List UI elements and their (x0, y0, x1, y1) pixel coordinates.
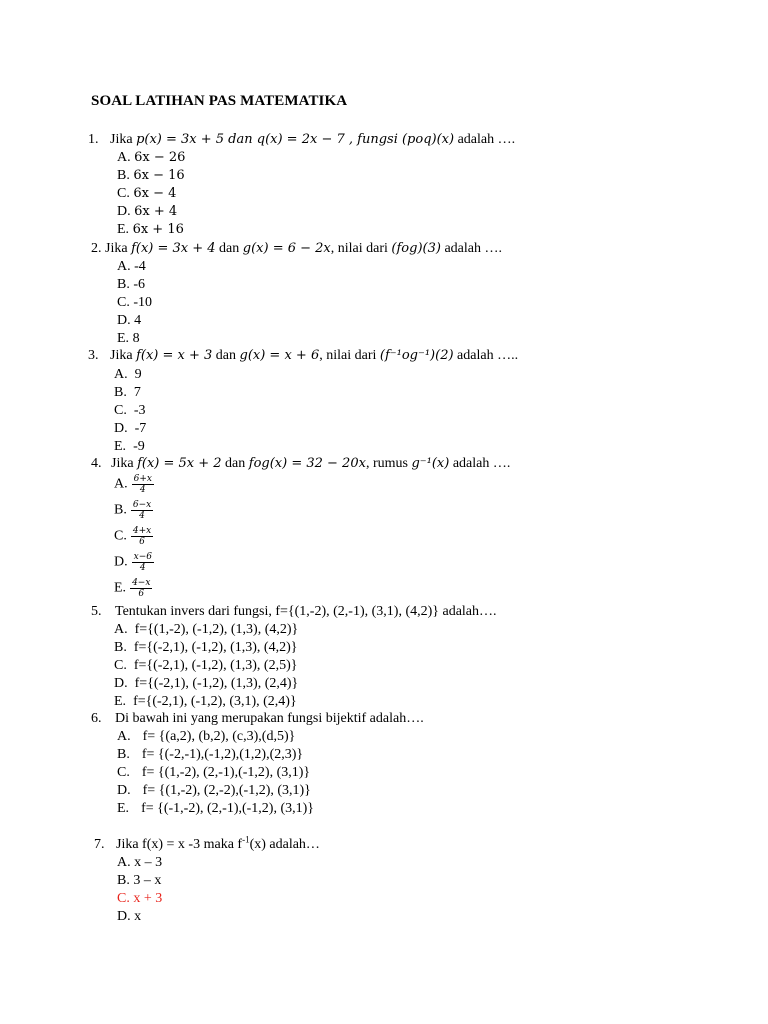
option-label: D. (117, 909, 131, 924)
option-text: 6x − 16 (133, 168, 185, 183)
fraction-numerator: 6+x (133, 474, 152, 484)
question-stem-math: (fog)(3) (391, 241, 441, 256)
option-text: x + 3 (133, 891, 163, 906)
option-a (114, 474, 154, 495)
question-stem-text: adalah …. (449, 456, 511, 471)
option-a (117, 258, 146, 276)
fraction-numerator: 6−x (132, 500, 152, 510)
option-label: A. (117, 259, 131, 274)
question-stem-text: dan (221, 456, 249, 471)
option-label: A. (117, 729, 131, 744)
question-stem-text: dan (212, 348, 240, 363)
question-stem-text: adalah …. (440, 241, 502, 256)
option-d (114, 420, 146, 438)
option-text: 9 (134, 367, 142, 382)
option-text: -7 (134, 421, 147, 436)
option-c (114, 657, 297, 675)
question-stem-math: f(x) = 3x + 4 (131, 241, 216, 256)
option-b (114, 384, 141, 402)
option-text: f= {(-2,-1),(-1,2),(1,2),(2,3)} (141, 747, 304, 762)
option-label: E. (117, 222, 130, 237)
fraction-numerator: 4−x (132, 578, 151, 588)
option-label: B. (117, 168, 130, 183)
option-text: f={(-2,1), (-1,2), (1,3), (2,5)} (133, 658, 298, 673)
option-text: -4 (134, 259, 146, 274)
question-1 (88, 131, 515, 149)
option-a (117, 728, 295, 746)
option-text: 3 – x (133, 873, 162, 888)
option-c (117, 185, 176, 203)
question-number: 1. (88, 132, 99, 147)
question-stem-text: , nilai dari (330, 241, 392, 256)
question-number: 2. (91, 241, 102, 256)
question-4 (91, 455, 510, 473)
question-5 (91, 603, 497, 621)
option-label: C. (117, 186, 130, 201)
fraction-denominator: 4 (139, 511, 145, 521)
option-label: A. (117, 855, 131, 870)
option-text: f={(1,-2), (-1,2), (1,3), (4,2)} (134, 622, 299, 637)
option-a (117, 149, 185, 167)
option-text: x (134, 909, 142, 924)
option-b (117, 746, 303, 764)
option-e (117, 800, 314, 818)
option-label: D. (114, 554, 128, 570)
option-b (117, 167, 185, 185)
question-stem-text: , nilai dari (319, 348, 380, 363)
option-label: C. (114, 403, 127, 418)
question-stem-text: adalah …. (454, 132, 516, 147)
question-stem-math: g⁻¹(x) (411, 456, 450, 471)
question-stem-text: Tentukan invers dari fungsi, f={(1,-2), (2,-1), (3,1), (4,2)} adalah…. (115, 604, 497, 619)
question-number: 5. (91, 604, 102, 619)
option-label: E. (114, 580, 127, 596)
question-number: 6. (91, 711, 102, 726)
option-label: A. (114, 367, 128, 382)
question-stem-text: Jika (111, 456, 138, 471)
option-c (117, 294, 152, 312)
question-number: 3. (88, 348, 99, 363)
option-label: C. (117, 765, 130, 780)
fraction (131, 500, 153, 521)
option-text: f={(-2,1), (-1,2), (1,3), (4,2)} (133, 640, 298, 655)
option-b (117, 872, 161, 890)
option-text: f={(-2,1), (-1,2), (3,1), (2,4)} (133, 694, 297, 709)
option-e (114, 693, 297, 711)
option-label: D. (117, 783, 131, 798)
option-c (114, 402, 146, 420)
question-stem-text: adalah ….. (453, 348, 519, 363)
option-text: 6x + 16 (132, 222, 184, 237)
question-stem-text: dan (215, 241, 243, 256)
option-c (114, 526, 153, 547)
option-text: 6x + 4 (134, 204, 178, 219)
option-b (114, 639, 297, 657)
option-label: D. (117, 204, 131, 219)
option-c-highlighted-answer (117, 890, 162, 908)
option-b (117, 276, 145, 294)
option-e (117, 221, 184, 239)
option-text: 7 (133, 385, 141, 400)
option-label: E. (114, 694, 127, 709)
question-stem-math: fog(x) = 32 − 20x (248, 456, 366, 471)
option-text: f= {(a,2), (b,2), (c,3),(d,5)} (142, 729, 296, 744)
option-label: B. (117, 747, 130, 762)
option-b (114, 500, 153, 521)
question-stem-text: Jika (105, 241, 132, 256)
option-label: E. (114, 439, 127, 454)
option-label: C. (117, 295, 130, 310)
question-stem-text: Jika f(x) = x -3 maka f (116, 837, 243, 852)
option-label: E. (117, 801, 130, 816)
question-stem-text: , rumus (365, 456, 412, 471)
option-text: 8 (132, 331, 140, 346)
option-label: B. (117, 277, 130, 292)
option-label: C. (117, 891, 130, 906)
option-c (117, 764, 310, 782)
option-text: 6x − 26 (134, 150, 186, 165)
option-text: x – 3 (134, 855, 163, 870)
option-label: C. (114, 658, 127, 673)
fraction (131, 526, 153, 547)
fraction-denominator: 6 (138, 589, 145, 599)
fraction-denominator: 4 (139, 563, 146, 573)
fraction (132, 552, 154, 573)
fraction-numerator: 4+x (132, 526, 152, 536)
question-stem-text: Jika (110, 348, 137, 363)
superscript: -1 (242, 834, 250, 845)
question-7 (94, 836, 320, 854)
option-text: 4 (134, 313, 142, 328)
question-3 (88, 347, 518, 365)
page-title: SOAL LATIHAN PAS MATEMATIKA (91, 93, 348, 109)
fraction-numerator: x−6 (133, 552, 152, 562)
option-text: -3 (133, 403, 146, 418)
option-d (114, 552, 154, 573)
option-e (114, 578, 152, 599)
question-stem-text: Jika (110, 132, 137, 147)
question-stem-math: p(x) = 3x + 5 dan q(x) = 2x − 7 , fungsi (poq)(x) (136, 132, 455, 147)
option-label: B. (114, 502, 127, 518)
option-e (117, 330, 140, 348)
question-6 (91, 710, 424, 728)
fraction (130, 578, 152, 599)
option-label: D. (117, 313, 131, 328)
option-label: B. (114, 640, 127, 655)
fraction-denominator: 4 (139, 485, 146, 495)
question-stem-math: f(x) = x + 3 (136, 348, 213, 363)
question-stem-math: g(x) = 6 − 2x (242, 241, 331, 256)
option-text: f={(-2,1), (-1,2), (1,3), (2,4)} (134, 676, 299, 691)
option-label: B. (117, 873, 130, 888)
option-label: D. (114, 676, 128, 691)
option-text: f= {(-1,-2), (2,-1),(-1,2), (3,1)} (141, 801, 315, 816)
question-2 (91, 240, 502, 258)
option-label: A. (114, 622, 128, 637)
option-text: -6 (133, 277, 146, 292)
question-stem-text: Di bawah ini yang merupakan fungsi bijektif adalah…. (115, 711, 424, 726)
question-stem-text: (x) adalah… (249, 837, 320, 852)
option-text: -9 (133, 439, 145, 454)
option-text: -10 (133, 295, 153, 310)
option-d (117, 312, 141, 330)
question-stem-math: f(x) = 5x + 2 (137, 456, 222, 471)
option-label: E. (117, 331, 130, 346)
option-a (114, 621, 298, 639)
option-text: f= {(1,-2), (2,-2),(-1,2), (3,1)} (142, 783, 311, 798)
option-d (114, 675, 298, 693)
question-stem-math: g(x) = x + 6 (239, 348, 320, 363)
fraction (132, 474, 154, 495)
option-label: A. (114, 476, 128, 492)
option-text: 6x − 4 (133, 186, 177, 201)
fraction-denominator: 6 (139, 537, 145, 547)
option-d (117, 908, 141, 926)
option-a (117, 854, 162, 872)
option-d (117, 203, 177, 221)
question-stem-math: (f⁻¹og⁻¹)(2) (379, 348, 454, 363)
question-number: 4. (91, 456, 102, 471)
option-d (117, 782, 311, 800)
option-label: A. (117, 150, 131, 165)
option-label: B. (114, 385, 127, 400)
option-text: f= {(1,-2), (2,-1),(-1,2), (3,1)} (141, 765, 311, 780)
option-label: D. (114, 421, 128, 436)
option-a (114, 366, 142, 384)
question-number: 7. (94, 837, 105, 852)
option-e (114, 438, 145, 456)
option-label: C. (114, 528, 127, 544)
